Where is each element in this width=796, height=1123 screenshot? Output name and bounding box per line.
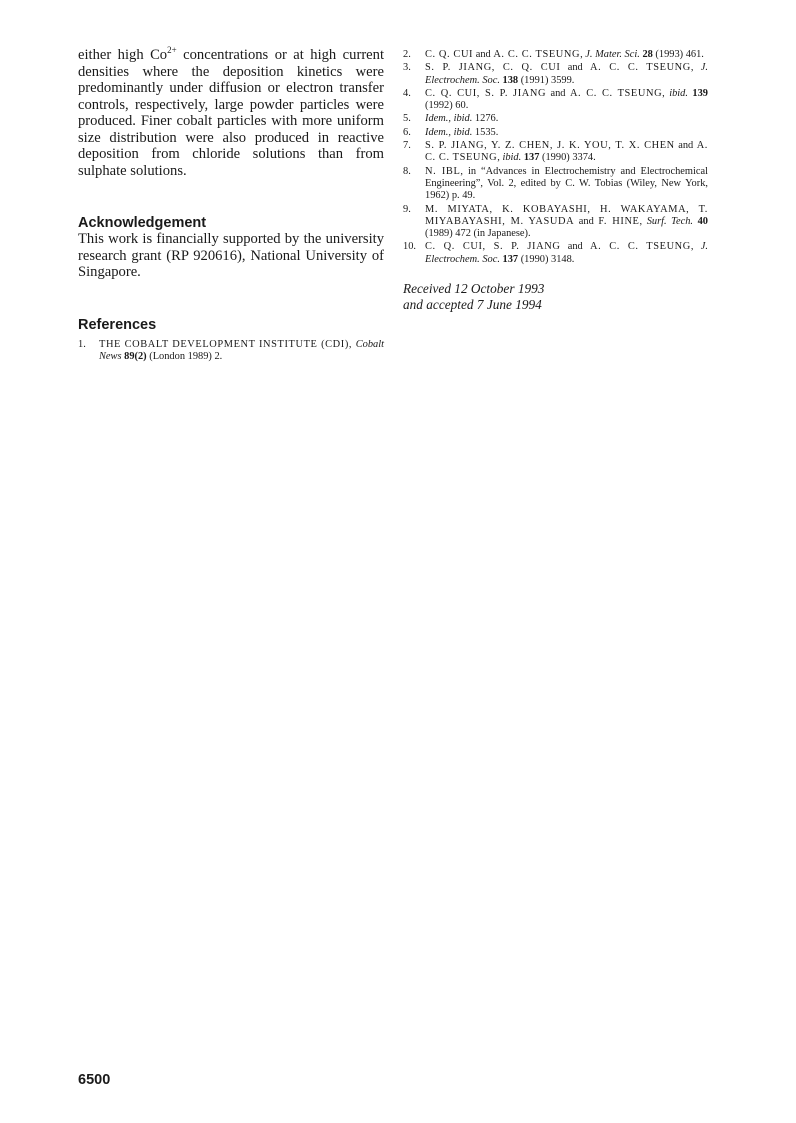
reference-segment: (1991) 3599.	[518, 74, 575, 86]
reference-segment: M. MIYATA, K. KOBAYASHI, H. WAKAYAMA, T. MIYABAYASHI, M. YASUDA	[425, 203, 708, 227]
reference-segment: S. P. JIANG, C. Q. CUI	[425, 62, 561, 74]
reference-segment: (1993) 461.	[652, 49, 704, 60]
reference-segment: (1992) 60.	[425, 100, 469, 112]
reference-text	[425, 113, 708, 125]
reference-text	[425, 241, 708, 266]
conclusion-text-rest: concentrations or at high current densities where the deposition kinetics were predominantly under diffusion or electron transfer controls, respectively, large powder particles were produced. Finer cobalt particles with more uniform size distribution were also produced in reactive deposition from chloride solutions than from sulphate solutions.	[78, 47, 385, 179]
right-column	[403, 49, 708, 313]
reference-segment: , in “Advances in Electrochemistry and Electrochemical Engineering”, Vol. 2, edited by C. W. Tobias (Wiley, New York, 1962) p. 49.	[425, 165, 708, 202]
reference-item	[78, 339, 384, 364]
reference-segment: THE COBALT DEVELOPMENT INSTITUTE (CDI),	[99, 338, 356, 350]
reference-item	[403, 127, 708, 139]
reference-segment: A. C. C. TSEUNG	[590, 241, 691, 253]
reference-segment: and	[574, 215, 599, 227]
reference-segment: C. Q. CUI, S. P. JIANG	[425, 87, 547, 99]
reference-segment: 40	[697, 215, 708, 227]
reference-item	[403, 140, 708, 165]
reference-segment: ,	[639, 215, 647, 227]
reference-number: 4.	[403, 87, 411, 99]
acknowledgement-text: This work is financially supported by the university research grant (RP 920616), National University of Singapore.	[78, 231, 384, 280]
reference-segment: 1276.	[472, 113, 499, 125]
reference-segment: ibid.	[502, 152, 522, 164]
reference-number: 5.	[403, 113, 411, 125]
reference-segment: N. IBL	[425, 165, 461, 177]
reference-segment: and	[674, 140, 697, 152]
reference-segment: F. HINE	[598, 215, 640, 227]
reference-segment: J. Mater. Sci.	[585, 49, 640, 60]
charge-superscript: 2+	[167, 45, 177, 56]
page-number: 6500	[78, 1072, 111, 1088]
reference-segment: and	[546, 87, 570, 99]
reference-segment: ,	[497, 152, 503, 164]
received-note	[403, 281, 708, 313]
reference-segment: Idem., ibid.	[425, 126, 473, 138]
reference-segment: (1989) 472 (in Japanese).	[425, 228, 531, 240]
reference-segment: 139	[692, 87, 708, 99]
reference-segment: C. Q. CUI, S. P. JIANG	[425, 241, 561, 253]
reference-segment: and	[560, 241, 591, 253]
reference-number: 7.	[403, 140, 411, 152]
reference-text	[425, 62, 708, 87]
reference-number: 9.	[403, 203, 411, 215]
reference-number: 6.	[403, 126, 411, 138]
received-date: Received 12 October 1993	[403, 281, 545, 297]
reference-segment: (London 1989) 2.	[146, 350, 223, 362]
reference-segment: Surf. Tech.	[646, 215, 694, 227]
reference-segment: (1990) 3148.	[518, 253, 575, 265]
reference-segment: C. Q. CUI	[425, 49, 474, 60]
reference-item	[403, 88, 708, 113]
reference-text	[99, 339, 384, 364]
reference-text	[425, 166, 708, 203]
reference-segment: J. Electrochem. Soc.	[425, 241, 708, 265]
reference-segment: S. P. JIANG, Y. Z. CHEN, J. K. YOU, T. X. CHEN	[425, 140, 675, 152]
reference-segment: ,	[690, 62, 701, 74]
reference-number: 3.	[403, 62, 411, 74]
reference-segment: (1990) 3374.	[539, 152, 596, 164]
reference-segment: A. C. C. TSEUNG	[569, 87, 663, 99]
left-column	[78, 47, 384, 364]
references-heading: References	[78, 316, 157, 333]
reference-segment: 28	[642, 49, 653, 60]
reference-number: 1.	[78, 338, 86, 350]
reference-segment: ,	[662, 87, 670, 99]
reference-text	[425, 204, 708, 241]
reference-number: 10.	[403, 241, 416, 253]
reference-number: 2.	[403, 49, 411, 60]
conclusion-text-start: either high Co	[78, 47, 168, 63]
reference-list-right	[403, 49, 708, 266]
reference-item	[403, 241, 708, 266]
reference-item	[403, 204, 708, 241]
reference-list-left	[78, 339, 384, 364]
reference-segment: ibid.	[669, 87, 688, 99]
reference-segment: 137	[502, 253, 519, 265]
reference-number: 8.	[403, 165, 411, 177]
accepted-date: and accepted 7 June 1994	[403, 297, 542, 313]
reference-item	[403, 49, 708, 61]
reference-segment: ,	[690, 241, 701, 253]
reference-segment: A. C. C. TSEUNG	[425, 140, 708, 164]
reference-segment: 89(2)	[124, 350, 147, 362]
reference-text	[425, 140, 708, 165]
reference-segment: 138	[502, 74, 519, 86]
reference-item	[403, 113, 708, 125]
conclusion-paragraph	[78, 47, 384, 179]
reference-segment: J. Electrochem. Soc.	[425, 62, 708, 86]
reference-text	[425, 127, 708, 139]
acknowledgement-heading: Acknowledgement	[78, 215, 207, 231]
reference-segment: 1535.	[472, 126, 499, 138]
reference-segment: 137	[523, 152, 540, 164]
reference-segment: A. C. C. TSEUNG	[590, 62, 691, 74]
reference-segment: and	[560, 62, 591, 74]
reference-text	[425, 49, 708, 61]
reference-item	[403, 166, 708, 203]
reference-segment: Cobalt News	[99, 338, 384, 362]
reference-segment: Idem., ibid.	[425, 113, 473, 125]
reference-segment: and	[473, 49, 494, 60]
reference-item	[403, 62, 708, 87]
reference-text	[425, 88, 708, 113]
reference-segment: ,	[580, 49, 586, 60]
reference-segment: A. C. C. TSEUNG	[493, 49, 581, 60]
